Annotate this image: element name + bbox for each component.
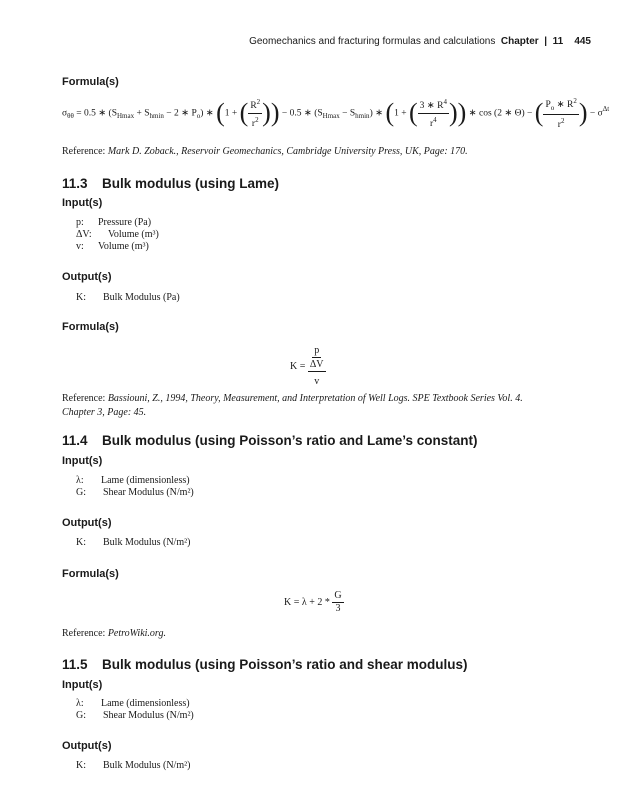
section-heading-11-4: 11.4 Bulk modulus (using Poisson’s ratio and Lame’s constant)	[62, 433, 478, 448]
reference-11-4: Reference: PetroWiki.org.	[62, 628, 166, 639]
input-row: p: Pressure (Pa)	[76, 217, 152, 228]
formula-heading-11-3: Formula(s)	[62, 321, 119, 333]
input-row: ΔV: Volume (m³)	[76, 229, 159, 240]
input-row: G: Shear Modulus (N/m²)	[76, 487, 194, 498]
output-heading-11-5: Output(s)	[62, 740, 112, 752]
bulk-modulus-formula-poisson-lame: K = λ + 2 * $\frac{G}{3}$	[284, 590, 342, 614]
input-row: λ: Lame (dimensionless)	[76, 698, 190, 709]
output-row: K: Bulk Modulus (N/m²)	[76, 537, 191, 548]
chapter-label: Chapter	[500, 36, 539, 47]
bulk-modulus-formula-lame: K = p ΔV v	[290, 345, 324, 387]
chapter-number: 11	[552, 36, 564, 47]
output-row: K: Bulk Modulus (Pa)	[76, 292, 180, 303]
output-heading-11-4: Output(s)	[62, 517, 112, 529]
input-heading-11-5: Input(s)	[62, 679, 103, 691]
input-row: λ: Lame (dimensionless)	[76, 475, 190, 486]
input-row: G: Shear Modulus (N/m²)	[76, 710, 194, 721]
output-row: K: Bulk Modulus (N/m²)	[76, 760, 191, 771]
input-heading-11-4: Input(s)	[62, 455, 103, 467]
output-heading-11-3: Output(s)	[62, 271, 112, 283]
input-row: v: Volume (m³)	[76, 241, 149, 252]
formula-heading-11-4: Formula(s)	[62, 568, 119, 580]
reference-11-3: Reference: Bassiouni, Z., 1994, Theory, Measurement, and Interpretation of Well Logs. SPE Textbook Series Vol. 4. Chapter 3, Page: 45.	[62, 393, 523, 418]
running-head-title: Geomechanics and fracturing formulas and calculations	[249, 36, 496, 47]
stress-formula: $\sigma_{\theta\theta} = 0.5$ ∗ ($S_{Hmax} + S_{hmin} - 2$ ∗ $P_o$) ∗ (1 + ( $\frac{R^2}{r^2}$ )) − 0.5 ∗ $(S_{Hmax} - S_{hmin})$ ∗ (1 + ( $\frac{3 ∗ R^4}{r^4}$ )) ∗ cos (2 ∗ Θ) − ( $\frac{P_o ∗ R^2}{r^2}$ ) − $\sigma^{\Delta t}$	[62, 97, 610, 131]
formula-heading-prev: Formula(s)	[62, 76, 119, 88]
section-heading-11-3: 11.3 Bulk modulus (using Lame)	[62, 176, 280, 191]
page-number: 445	[574, 36, 591, 47]
running-head: Geomechanics and fracturing formulas and calculations Chapter | 11 445	[249, 36, 591, 47]
reference-prev: Reference: Mark D. Zoback., Reservoir Geomechanics, Cambridge University Press, UK, Page: 170.	[62, 146, 468, 157]
input-heading-11-3: Input(s)	[62, 197, 103, 209]
section-heading-11-5: 11.5 Bulk modulus (using Poisson’s ratio and shear modulus)	[62, 657, 468, 672]
